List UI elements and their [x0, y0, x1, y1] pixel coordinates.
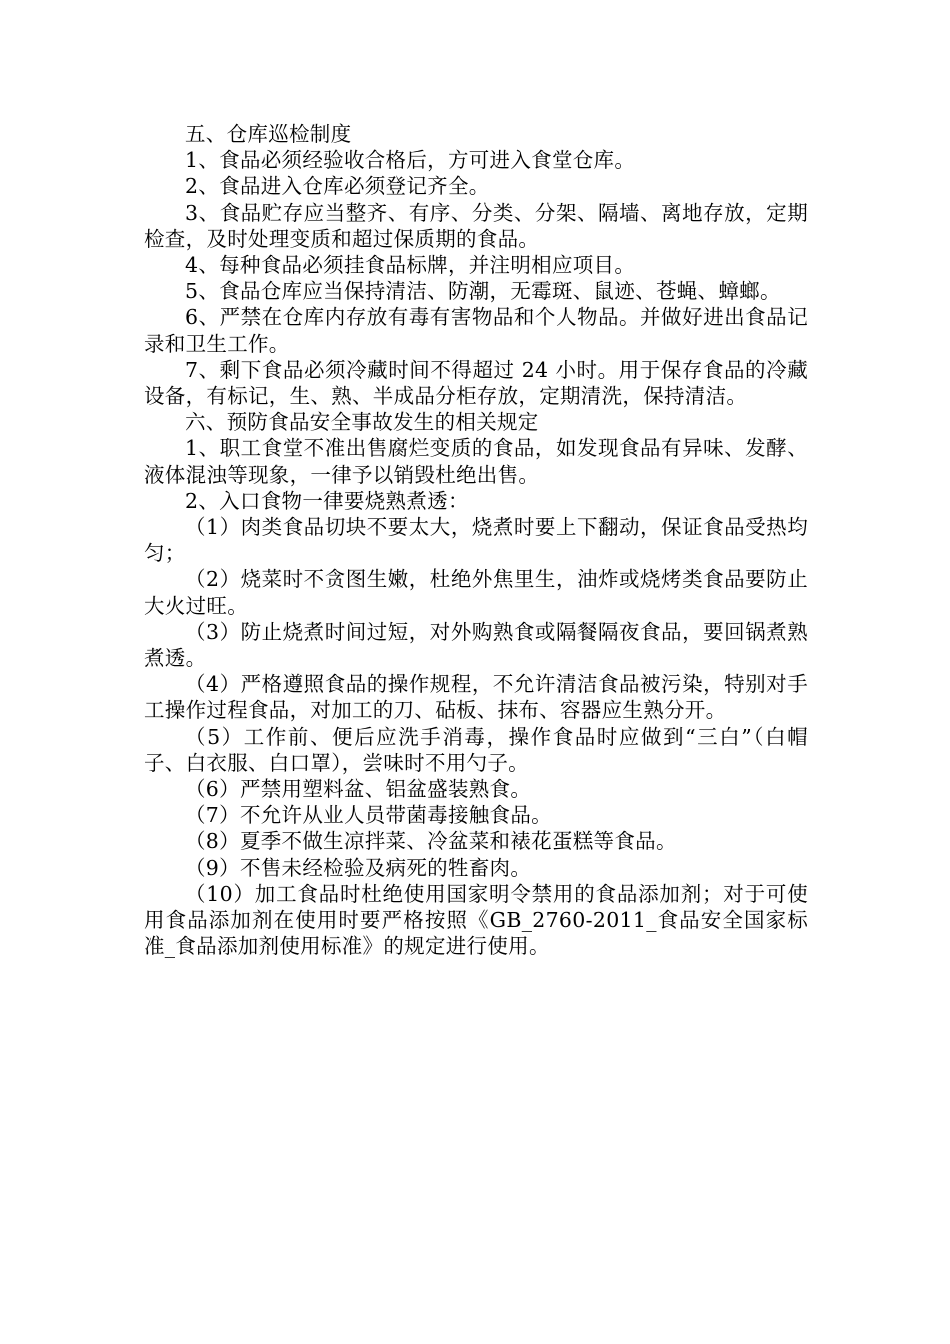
paragraph: 5、食品仓库应当保持清洁、防潮，无霉斑、鼠迹、苍蝇、蟑螂。 [185, 279, 781, 304]
section-heading-warehouse-inspection: 五、仓库巡检制度 [185, 122, 352, 146]
sub-item: （2）烧菜时不贪图生嫩，杜绝外焦里生，油炸或烧烤类食品要防止大火过旺。 [144, 567, 808, 618]
sub-item: （10）加工食品时杜绝使用国家明令禁用的食品添加剂；对于可使用食品添加剂在使用时要严格按照《GB_2760-2011_食品安全国家标准_食品添加剂使用标准》的规定进行使用。 [144, 881, 808, 959]
paragraph: 1、职工食堂不准出售腐烂变质的食品，如发现食品有异味、发酵、液体混浊等现象，一律予以销毁杜绝出售。 [144, 436, 808, 487]
sub-item: （6）严禁用塑料盆、铝盆盛装熟食。 [185, 777, 532, 802]
paragraph: 6、严禁在仓库内存放有毒有害物品和个人物品。并做好进出食品记录和卫生工作。 [144, 305, 808, 356]
section-heading-food-safety-prevention: 六、预防食品安全事故发生的相关规定 [185, 410, 539, 435]
sub-item: （9）不售未经检验及病死的牲畜肉。 [185, 855, 532, 880]
paragraph: 2、入口食物一律要烧熟煮透： [185, 488, 469, 513]
document-body [144, 121, 808, 960]
paragraph: 7、剩下食品必须冷藏时间不得超过 24 小时。用于保存食品的冷藏设备，有标记，生、熟、半成品分柜存放，定期清洗，保持清洁。 [144, 357, 808, 409]
paragraph: 2、食品进入仓库必须登记齐全。 [185, 174, 490, 199]
sub-item: （1）肉类食品切块不要太大，烧煮时要上下翻动，保证食品受热均匀； [144, 515, 808, 566]
sub-item: （5）工作前、便后应洗手消毒，操作食品时应做到“三白”（白帽子、白衣服、白口罩），尝味时不用勺子。 [144, 724, 808, 775]
sub-item: （4）严格遵照食品的操作规程，不允许清洁食品被污染，特别对手工操作过程食品，对加工的刀、砧板、抹布、容器应生熟分开。 [144, 672, 808, 723]
paragraph: 4、每种食品必须挂食品标牌，并注明相应项目。 [185, 253, 636, 278]
sub-item: （3）防止烧煮时间过短，对外购熟食或隔餐隔夜食品，要回锅煮熟煮透。 [144, 619, 808, 671]
sub-item: （7）不允许从业人员带菌毒接触食品。 [185, 803, 552, 828]
sub-item: （8）夏季不做生凉拌菜、冷盆菜和裱花蛋糕等食品。 [185, 829, 677, 854]
paragraph: 3、食品贮存应当整齐、有序、分类、分架、隔墙、离地存放，定期检查，及时处理变质和超过保质期的食品。 [144, 200, 808, 251]
paragraph: 1、食品必须经验收合格后，方可进入食堂仓库。 [185, 148, 636, 173]
